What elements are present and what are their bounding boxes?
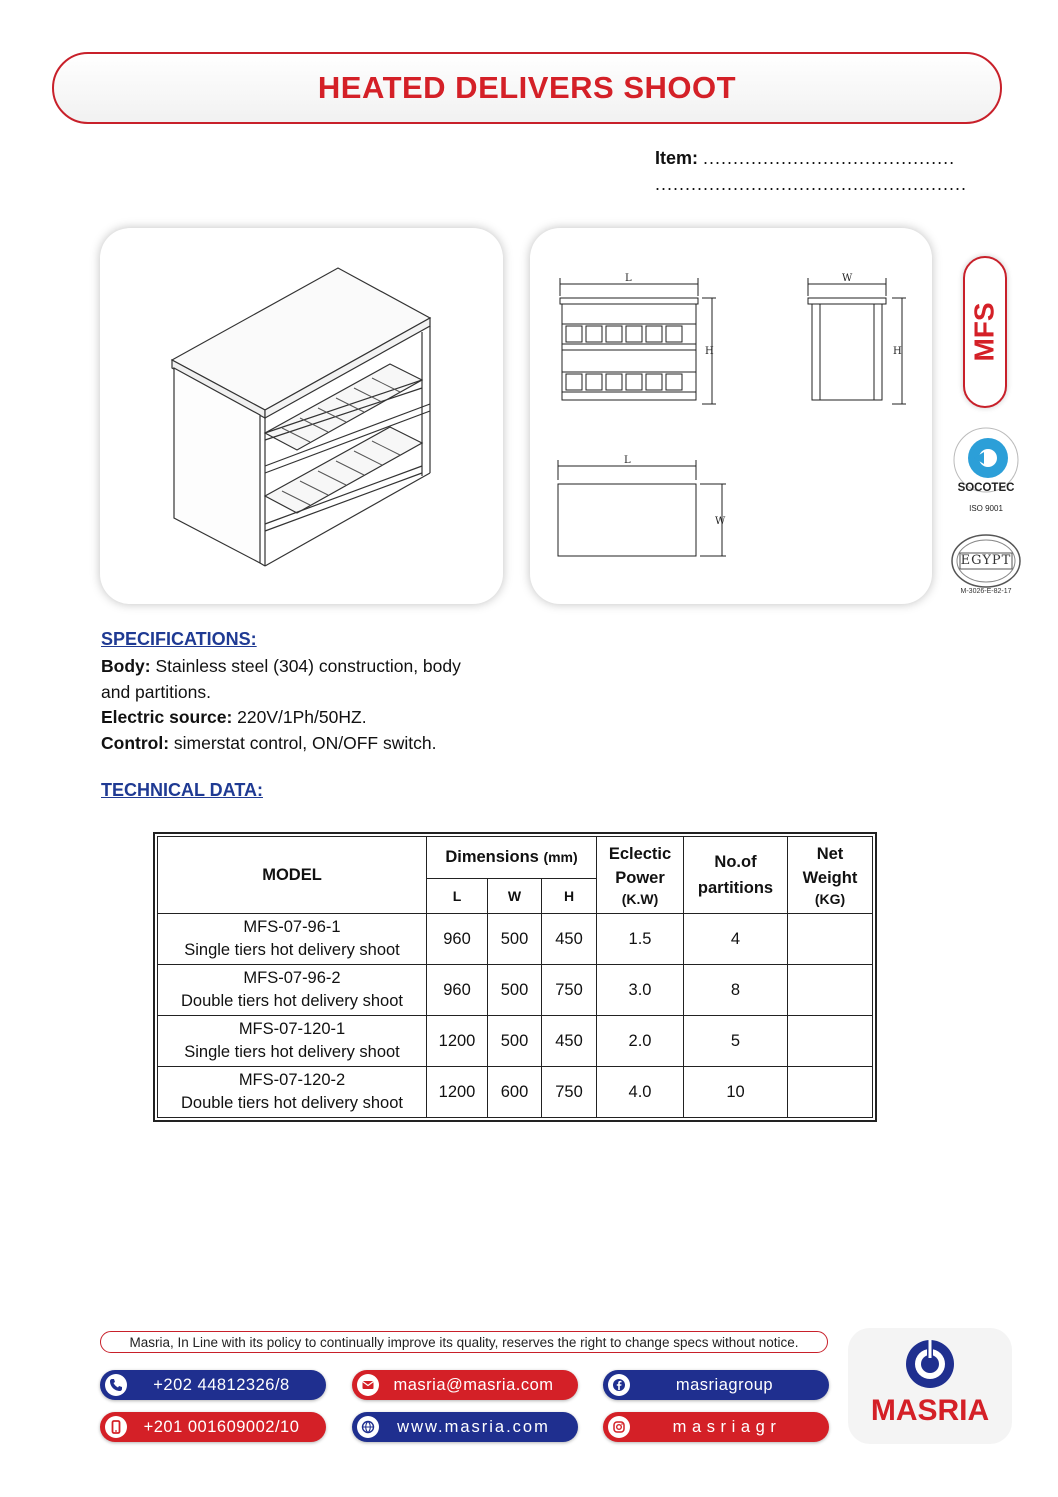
instagram-icon bbox=[608, 1416, 630, 1438]
specifications-heading: SPECIFICATIONS: bbox=[101, 629, 257, 649]
header-power: Eclectic Power (K.W) bbox=[597, 837, 684, 914]
item-dots-1: .......................................... bbox=[703, 148, 956, 168]
row-weight bbox=[788, 1016, 873, 1067]
electric-label: Electric source: bbox=[101, 707, 233, 727]
row-partitions: 10 bbox=[684, 1067, 788, 1118]
iso-label: ISO 9001 bbox=[969, 504, 1003, 513]
table-row bbox=[158, 914, 873, 965]
header-weight: Net Weight (KG) bbox=[788, 837, 873, 914]
row-desc: Double tiers hot delivery shoot bbox=[181, 992, 403, 1010]
globe-icon bbox=[357, 1416, 379, 1438]
side-width-label: W bbox=[842, 273, 853, 284]
row-weight bbox=[788, 914, 873, 965]
item-label: Item: bbox=[655, 148, 699, 168]
facebook-pill[interactable] bbox=[603, 1370, 829, 1400]
control-label: Control: bbox=[101, 732, 170, 753]
table-row bbox=[158, 1016, 873, 1067]
email-text: masria@masria.com bbox=[393, 1375, 554, 1394]
masria-brand-text: MASRIA bbox=[870, 1394, 990, 1427]
row-l: 1200 bbox=[427, 1016, 488, 1067]
body-text-1: Stainless steel (304) construction, body bbox=[150, 656, 461, 676]
page-title: HEATED DELIVERS SHOOT bbox=[317, 70, 737, 105]
item-line-2 bbox=[655, 174, 967, 195]
product-image-card bbox=[100, 228, 503, 604]
item-line bbox=[655, 148, 955, 169]
row-power: 4.0 bbox=[597, 1067, 684, 1118]
instagram-pill[interactable] bbox=[603, 1412, 829, 1442]
body-label: Body: bbox=[101, 656, 151, 676]
row-w: 500 bbox=[488, 965, 542, 1016]
mobile-phone-icon bbox=[105, 1416, 127, 1438]
title-banner bbox=[52, 52, 1002, 124]
row-desc: Single tiers hot delivery shoot bbox=[184, 941, 400, 959]
header-dim-w: W bbox=[488, 879, 542, 914]
row-l: 960 bbox=[427, 965, 488, 1016]
row-w: 500 bbox=[488, 914, 542, 965]
facebook-text: masriagroup bbox=[675, 1375, 774, 1394]
socotec-certification bbox=[950, 424, 1022, 516]
row-model: MFS-07-96-2 bbox=[243, 969, 341, 987]
technical-data-heading: TECHNICAL DATA: bbox=[101, 780, 263, 800]
website-pill[interactable] bbox=[352, 1412, 578, 1442]
email-icon bbox=[357, 1374, 379, 1396]
top-width-label: W bbox=[715, 516, 726, 527]
row-weight bbox=[788, 1067, 873, 1118]
egypt-code: M-3026-E-82-17 bbox=[960, 588, 1012, 595]
row-desc: Single tiers hot delivery shoot bbox=[184, 1043, 400, 1061]
row-weight bbox=[788, 965, 873, 1016]
orthographic-drawings bbox=[530, 228, 932, 604]
phone-1-text: +202 44812326/8 bbox=[153, 1375, 290, 1394]
header-dimensions: Dimensions (mm) bbox=[427, 837, 597, 879]
table-row bbox=[158, 1067, 873, 1118]
technical-table-frame bbox=[153, 832, 877, 1122]
row-partitions: 8 bbox=[684, 965, 788, 1016]
row-l: 960 bbox=[427, 914, 488, 965]
header-dim-h: H bbox=[542, 879, 597, 914]
phone-2-text: +201 001609002/10 bbox=[143, 1417, 300, 1436]
socotec-name: SOCOTEC bbox=[957, 482, 1015, 494]
socotec-logo-icon bbox=[950, 424, 1022, 516]
body-text-2: and partitions. bbox=[101, 681, 211, 702]
phone-icon bbox=[105, 1374, 127, 1396]
egypt-certification bbox=[948, 533, 1024, 599]
row-partitions: 4 bbox=[684, 914, 788, 965]
phone-1-pill[interactable] bbox=[100, 1370, 326, 1400]
row-h: 450 bbox=[542, 914, 597, 965]
footer-notice: Masria, In Line with its policy to continually improve its quality, reserves the right to change specs without notice. bbox=[100, 1331, 828, 1353]
masria-emblem-icon bbox=[902, 1338, 958, 1390]
item-dots-2: .................................................... bbox=[655, 174, 968, 194]
facebook-icon bbox=[608, 1374, 630, 1396]
front-height-label: H bbox=[705, 346, 714, 357]
specifications-body bbox=[101, 654, 521, 756]
row-w: 500 bbox=[488, 1016, 542, 1067]
row-partitions: 5 bbox=[684, 1016, 788, 1067]
row-model: MFS-07-120-2 bbox=[238, 1071, 346, 1089]
row-h: 450 bbox=[542, 1016, 597, 1067]
electric-text: 220V/1Ph/50HZ. bbox=[232, 707, 367, 727]
row-power: 1.5 bbox=[597, 914, 684, 965]
control-text: simerstat control, ON/OFF switch. bbox=[169, 732, 437, 753]
phone-2-pill[interactable] bbox=[100, 1412, 326, 1442]
header-dim-l: L bbox=[427, 879, 488, 914]
row-l: 1200 bbox=[427, 1067, 488, 1118]
website-text: www.masria.com bbox=[397, 1417, 550, 1436]
mfs-badge bbox=[963, 256, 1007, 408]
email-pill[interactable] bbox=[352, 1370, 578, 1400]
technical-drawing-card bbox=[530, 228, 932, 604]
row-model: MFS-07-120-1 bbox=[238, 1020, 346, 1038]
side-height-label: H bbox=[893, 346, 902, 357]
table-row bbox=[158, 965, 873, 1016]
product-isometric-drawing bbox=[100, 228, 503, 604]
row-w: 600 bbox=[488, 1067, 542, 1118]
row-h: 750 bbox=[542, 965, 597, 1016]
row-power: 3.0 bbox=[597, 965, 684, 1016]
top-length-label: L bbox=[624, 455, 631, 466]
front-length-label: L bbox=[625, 273, 632, 284]
masria-logo bbox=[848, 1328, 1012, 1444]
row-h: 750 bbox=[542, 1067, 597, 1118]
technical-data-table bbox=[157, 836, 873, 1118]
egypt-label: EGYPT bbox=[960, 553, 1012, 568]
mfs-badge-text: MFS bbox=[969, 302, 1001, 362]
header-partitions: No.of partitions bbox=[684, 837, 788, 914]
row-desc: Double tiers hot delivery shoot bbox=[181, 1094, 403, 1112]
instagram-text: m a s r i a g r bbox=[672, 1417, 777, 1436]
header-model: MODEL bbox=[158, 837, 427, 914]
row-power: 2.0 bbox=[597, 1016, 684, 1067]
row-model: MFS-07-96-1 bbox=[243, 918, 341, 936]
